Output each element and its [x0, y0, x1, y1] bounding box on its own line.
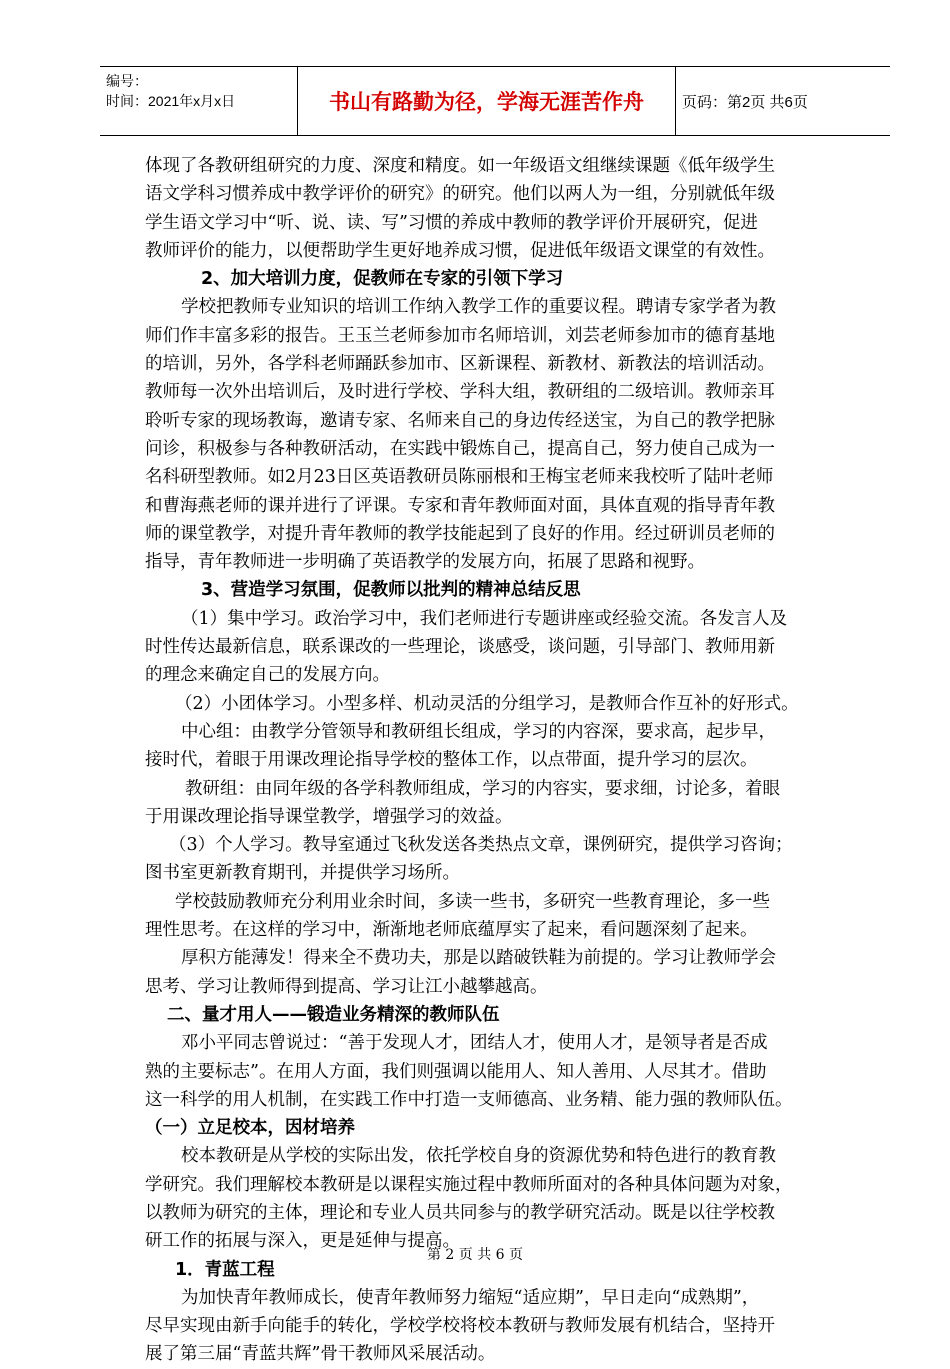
text-line: 的培训，另外，各学科老师踊跃参加市、区新课程、新教材、新教法的培训活动。	[145, 354, 775, 375]
text-line: 学校鼓励教师充分利用业余时间，多读一些书，多研究一些教育理论，多一些	[175, 891, 770, 912]
text-line: 教师每一次外出培训后，及时进行学校、学科大组，教研组的二级培训。教师亲耳	[145, 382, 775, 403]
text-line: 的理念来确定自己的发展方向。	[145, 665, 390, 686]
section-heading: 3、营造学习氛围，促教师以批判的精神总结反思	[201, 580, 581, 601]
text-line: 名科研型教师。如2月23日区英语教研员陈丽根和王梅宝老师来我校听了陆叶老师	[145, 467, 774, 488]
text-line: 体现了各教研组研究的力度、深度和精度。如一年级语文组继续课题《低年级学生	[145, 156, 775, 176]
text-line: （2）小团体学习。小型多样、机动灵活的分组学习，是教师合作互补的好形式。	[175, 693, 799, 714]
section-heading: 二、量才用人——锻造业务精深的教师队伍	[167, 1004, 500, 1025]
section-heading: （一）立足校本，因材培养	[145, 1118, 355, 1139]
document-body	[145, 152, 845, 1369]
text-line: 展了第三届“青蓝共辉”骨干教师风采展活动。	[145, 1344, 496, 1365]
time-label: 时间：2021年x月x日	[106, 93, 236, 109]
text-line: 指导，青年教师进一步明确了英语教学的发展方向，拓展了思路和视野。	[145, 552, 705, 573]
text-line: 聆听专家的现场教诲，邀请专家、名师来自己的身边传经送宝，为自己的教学把脉	[145, 410, 775, 431]
text-line: 师们作丰富多彩的报告。王玉兰老师参加市名师培训，刘芸老师参加市的德育基地	[145, 325, 775, 346]
header-meta	[100, 67, 298, 135]
text-line: （3）个人学习。教导室通过飞秋发送各类热点文章，课例研究，提供学习咨询；	[169, 835, 793, 856]
text-line: 尽早实现由新手向能手的转化，学校学校将校本教研与教师发展有机结合，坚持开	[145, 1316, 775, 1337]
text-line: 以教师为研究的主体，理论和专业人员共同参与的教学研究活动。既是以往学校教	[145, 1202, 775, 1223]
text-line: 问诊，积极参与各种教研活动，在实践中锻炼自己，提高自己，努力使自己成为一	[145, 438, 775, 459]
text-line: 教师评价的能力，以便帮助学生更好地养成习惯，促进低年级语文课堂的有效性。	[145, 240, 775, 261]
text-line: 学研究。我们理解校本教研是以课程实施过程中教师所面对的各种具体问题为对象，	[145, 1174, 793, 1195]
page-header	[100, 66, 890, 136]
text-line: 研工作的拓展与深入，更是延伸与提高。	[145, 1231, 460, 1252]
text-line: 为加快青年教师成长，使青年教师努力缩短“适应期”，早日走向“成熟期”，	[181, 1287, 760, 1308]
text-line: 校本教研是从学校的实际出发，依托学校自身的资源优势和特色进行的教育教	[181, 1146, 776, 1167]
text-line: 熟的主要标志”。在用人方面，我们则强调以能用人、知人善用、人尽其才。借助	[145, 1061, 767, 1082]
text-line: 师的课堂教学，对提升青年教师的教学技能起到了良好的作用。经过研训员老师的	[145, 523, 775, 544]
section-heading: 1．青蓝工程	[175, 1259, 275, 1280]
text-line: 图书室更新教育期刊，并提供学习场所。	[145, 863, 460, 884]
page-footer: 第 2 页 共 6 页	[426, 1247, 524, 1263]
header-motto: 书山有路勤为径，学海无涯苦作舟	[298, 67, 676, 135]
header-page-info: 页码：第2页 共6页	[682, 93, 808, 111]
text-line: 理性思考。在这样的学习中，渐渐地老师底蕴厚实了起来，看问题深刻了起来。	[145, 920, 758, 941]
text-line: 这一科学的用人机制，在实践工作中打造一支师德高、业务精、能力强的教师队伍。	[145, 1089, 793, 1110]
text-line: 语文学科习惯养成中教学评价的研究》的研究。他们以两人为一组，分别就低年级	[145, 184, 775, 205]
text-line: 厚积方能薄发！得来全不费功夫，那是以踏破铁鞋为前提的。学习让教师学会	[181, 948, 776, 969]
text-line: 中心组：由教学分管领导和教研组长组成，学习的内容深，要求高，起步早，	[181, 721, 776, 742]
text-line: 邓小平同志曾说过：“善于发现人才，团结人才，使用人才，是领导者是否成	[181, 1033, 768, 1054]
text-line: （1）集中学习。政治学习中，我们老师进行专题讲座或经验交流。各发言人及	[181, 608, 788, 629]
section-heading: 2、加大培训力度，促教师在专家的引领下学习	[201, 269, 564, 290]
text-line: 和曹海燕老师的课并进行了评课。专家和青年教师面对面，具体直观的指导青年教	[145, 495, 775, 516]
text-line: 教研组：由同年级的各学科教师组成，学习的内容实，要求细，讨论多，着眼	[185, 778, 780, 799]
text-line: 于用课改理论指导课堂教学，增强学习的效益。	[145, 806, 513, 827]
text-line: 思考、学习让教师得到提高、学习让江小越攀越高。	[145, 976, 548, 997]
text-line: 学校把教师专业知识的培训工作纳入教学工作的重要议程。聘请专家学者为教	[181, 297, 776, 318]
text-line: 学生语文学习中“听、说、读、写”习惯的养成中教师的教学评价开展研究，促进	[145, 212, 758, 233]
number-label: 编号：	[106, 73, 148, 89]
text-line: 时性传达最新信息，联系课改的一些理论，谈感受，谈问题，引导部门、教师用新	[145, 637, 775, 658]
text-line: 接时代，着眼于用课改理论指导学校的整体工作，以点带面，提升学习的层次。	[145, 750, 758, 771]
